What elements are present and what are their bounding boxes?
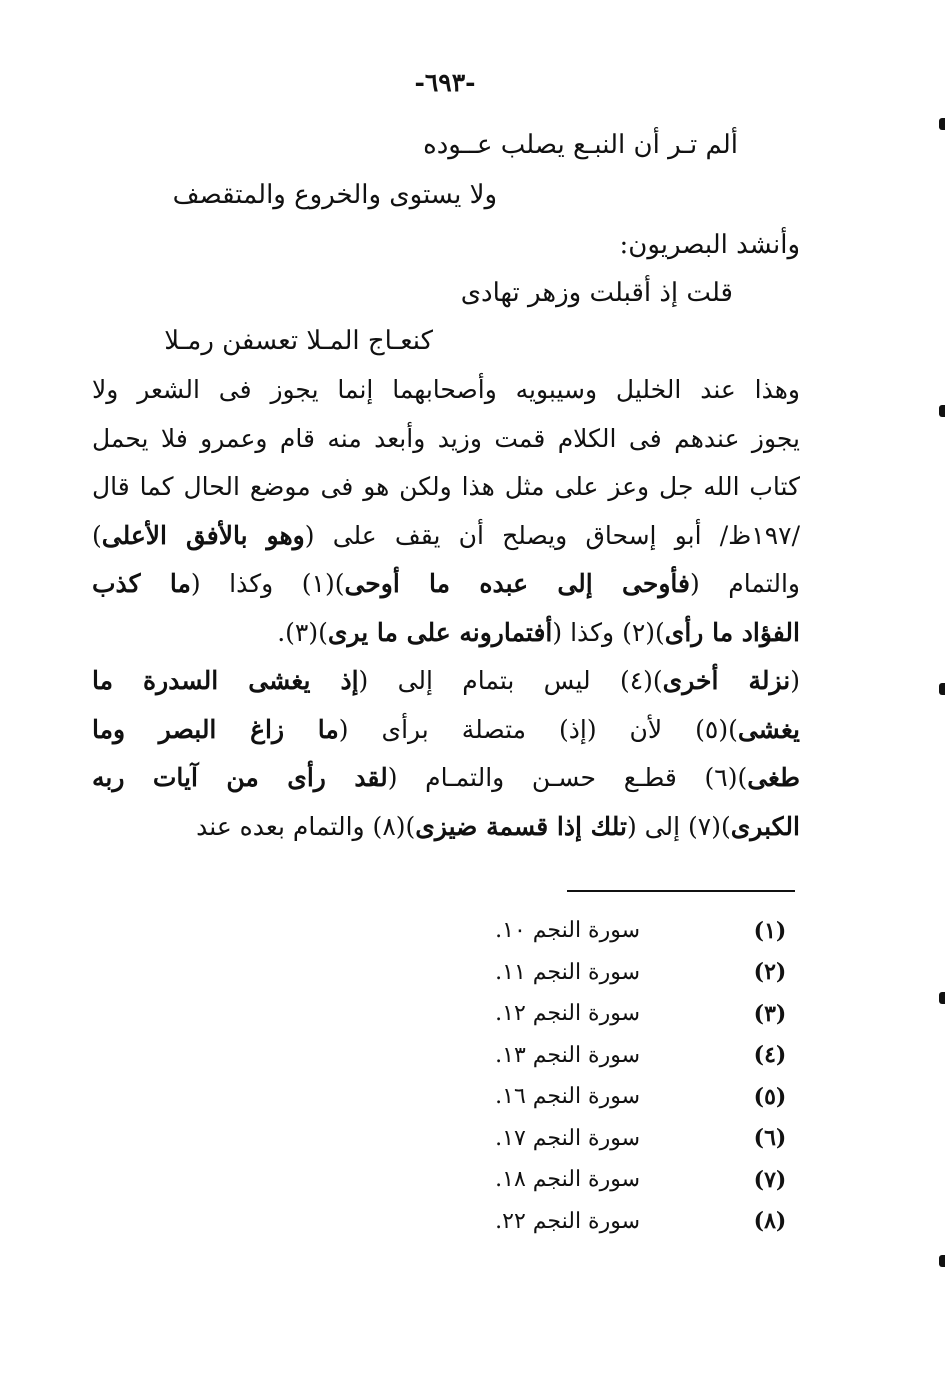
footnote-row xyxy=(440,910,800,952)
footnote-row xyxy=(440,952,800,994)
body-line-text: وهذا عند الخليل وسيبويه وأصحابهما إنما يجوز فى الشعر ولا xyxy=(92,375,800,404)
body-line xyxy=(92,366,800,415)
body-line-text: كتاب الله جل وعز على مثل هذا ولكن هو فى موضع الحال كما قال xyxy=(92,472,800,501)
body-line xyxy=(92,560,800,609)
footnote-text: سورة النجم ١٠. xyxy=(495,918,640,944)
quran-quote: فأوحى إلى عبده ما أوحى xyxy=(344,569,690,598)
quran-quote: نزلة أخرى xyxy=(662,666,791,695)
footnotes xyxy=(440,910,800,1242)
footnote-text: سورة النجم ١٨. xyxy=(495,1167,640,1193)
body-line xyxy=(92,415,800,464)
scan-edge-mark xyxy=(939,1255,945,1267)
verse-line-1: ألم تـر أن النبـع يصلب عــوده xyxy=(423,130,738,160)
footnote-divider xyxy=(567,890,795,892)
footnote-row xyxy=(440,1076,800,1118)
footnote-row xyxy=(440,1201,800,1243)
body-line-text: )(٥) لأن (إذ) متصلة برأى ( xyxy=(338,714,738,744)
body-line xyxy=(92,609,800,658)
body-line-text: ) xyxy=(92,520,102,550)
quran-quote: لقد رأى من آيات ربه xyxy=(92,763,388,792)
footnote-text: سورة النجم ١٦. xyxy=(495,1084,640,1110)
quran-quote: وهو بالأفق الأعلى xyxy=(101,520,305,550)
footnote-text: سورة النجم ١٣. xyxy=(495,1042,640,1068)
quran-quote: إذ يغشى السدرة ما xyxy=(92,666,359,695)
scan-edge-mark xyxy=(939,118,945,130)
footnote-text: سورة النجم ١٢. xyxy=(495,1001,640,1027)
body-line-text: )(٤) ليس بتمام إلى ( xyxy=(358,666,663,695)
body-line-text: ( xyxy=(790,666,800,695)
quran-quote: ما زاغ البصر وما xyxy=(92,714,339,744)
body-line-text: )(٦) قطـع حسـن والتمـام ( xyxy=(387,763,748,792)
body-line xyxy=(92,463,800,512)
verse-intro: وأنشد البصريون: xyxy=(619,230,800,260)
quran-quote: تلك إذا قسمة ضيزى xyxy=(415,811,627,841)
verse-line-3: قلت إذ أقبلت وزهر تهادى xyxy=(460,278,733,308)
footnote-number: (٦) xyxy=(753,1125,787,1152)
footnote-number: (٣) xyxy=(753,1000,787,1027)
body-line-text: )(٣). xyxy=(277,617,328,647)
body-line-text: يجوز عندهم فى الكلام قمت وزيد وأبعد منه قام وعمرو فلا يحمل xyxy=(92,423,800,453)
body-line-text: والتمام ( xyxy=(689,569,800,598)
quran-quote: الفؤاد ما رأى xyxy=(664,617,800,647)
body-line xyxy=(92,754,800,803)
footnote-row xyxy=(440,1035,800,1077)
footnote-row xyxy=(440,993,800,1035)
footnote-number: (٢) xyxy=(753,959,787,986)
footnote-number: (١) xyxy=(753,917,787,944)
quran-quote: الكبرى xyxy=(730,811,800,841)
footnote-number: (٨) xyxy=(753,1208,787,1235)
quran-quote: أفتمارونه على ما يرى xyxy=(327,617,553,647)
body-line xyxy=(92,657,800,706)
page-number: -٦٩٣- xyxy=(414,68,476,97)
verse-line-4: كنعـاج المـلا تعسفن رمـلا xyxy=(164,326,433,356)
footnote-number: (٧) xyxy=(753,1166,787,1193)
body-line xyxy=(92,803,800,852)
body-line-text: )(٢) وكذا ( xyxy=(552,617,665,647)
footnote-row xyxy=(440,1118,800,1160)
body-line-text: )(١) وكذا ( xyxy=(190,569,345,598)
scan-edge-mark xyxy=(939,992,945,1004)
body-line xyxy=(92,706,800,755)
body-text xyxy=(92,366,800,851)
quran-quote: ما كذب xyxy=(92,569,191,598)
scan-edge-mark xyxy=(939,405,945,417)
verse-line-2: ولا يستوى والخروع والمتقصف xyxy=(172,180,497,210)
footnote-text: سورة النجم ١١. xyxy=(495,959,640,985)
footnote-number: (٥) xyxy=(753,1083,787,1110)
body-line xyxy=(92,512,800,561)
quran-quote: طغى xyxy=(747,763,800,792)
body-line-text: /١٩٧ظ/ أبو إسحاق ويصلح أن يقف على ( xyxy=(304,520,800,550)
scan-edge-mark xyxy=(939,683,945,695)
footnote-number: (٤) xyxy=(753,1042,787,1069)
body-line-text: )(٧) إلى ( xyxy=(626,811,731,841)
quran-quote: يغشى xyxy=(737,714,800,744)
footnote-text: سورة النجم ٢٢. xyxy=(495,1208,640,1234)
body-line-text: )(٨) والتمام بعده عند xyxy=(196,811,416,841)
footnote-row xyxy=(440,1159,800,1201)
footnote-text: سورة النجم ١٧. xyxy=(495,1125,640,1151)
